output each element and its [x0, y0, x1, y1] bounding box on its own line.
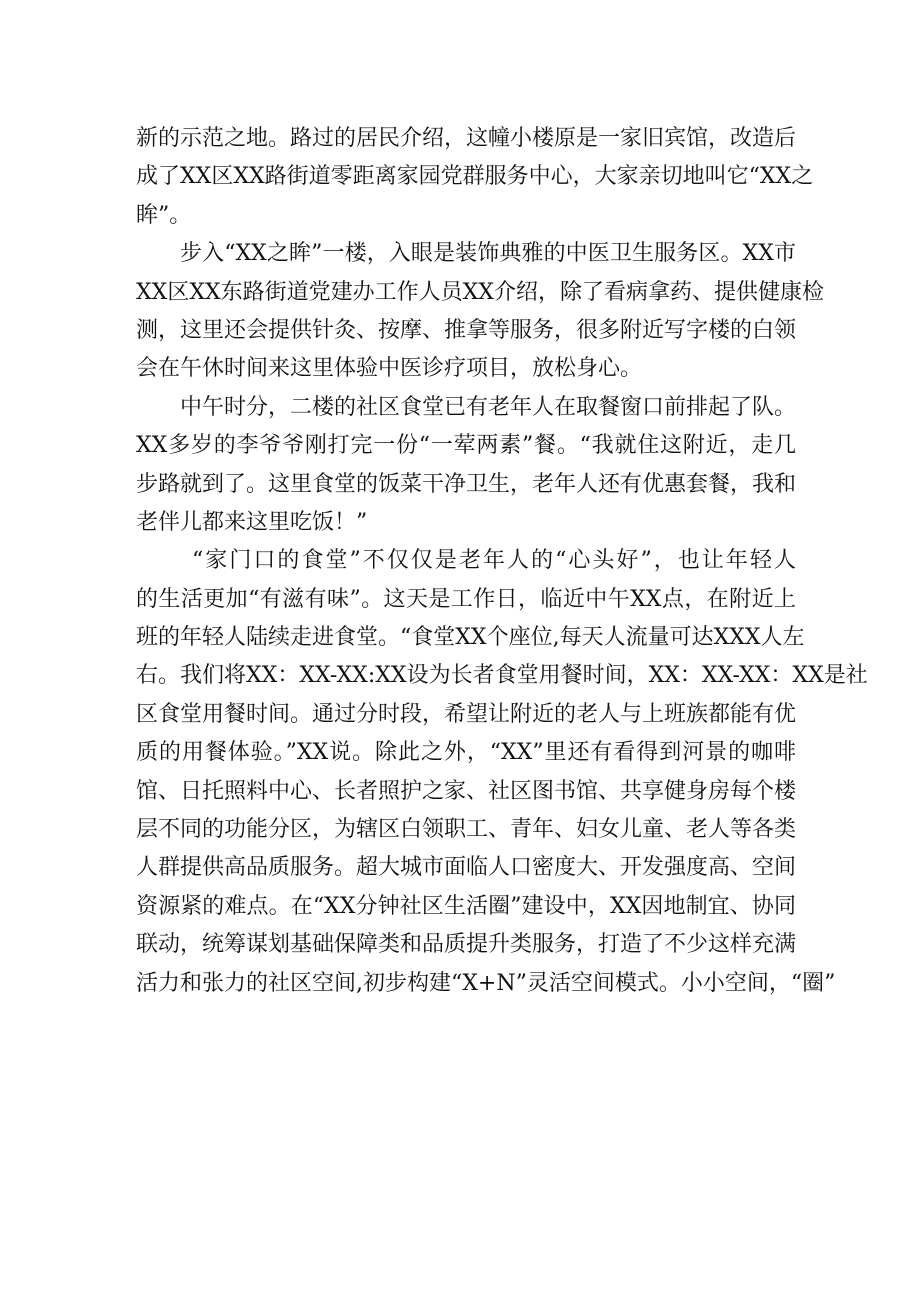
document-body	[136, 120, 868, 1003]
text-line: 步路就到了。这里食堂的饭菜干净卫生，老年人还有优惠套餐，我和	[136, 471, 797, 497]
paragraph-2	[136, 235, 824, 389]
text-line: 会在午休时间来这里体验中医诊疗项目，放松身心。	[136, 356, 643, 382]
text-line: 联动，统筹谋划基础保障类和品质提升类服务，打造了不少这样充满	[136, 932, 797, 958]
text-line: 人群提供高品质服务。超大城市面临人口密度大、开发强度高、空间	[136, 855, 797, 881]
text-line: 资源紧的难点。在“XX分钟社区生活圈”建设中，XX因地制宜、协同	[136, 893, 796, 919]
text-line: 眸”。	[136, 202, 192, 228]
text-line: 的生活更加“有滋有味”。这天是工作日，临近中午XX点，在附近上	[136, 586, 796, 612]
text-line: 层不同的功能分区，为辖区白领职工、青年、妇女儿童、老人等各类	[136, 817, 797, 843]
paragraph-3	[136, 389, 796, 543]
text-line: “家门口的食堂”不仅仅是老年人的“心头好”，也让年轻人	[192, 548, 796, 574]
text-line: 区食堂用餐时间。通过分时段，希望让附近的老人与上班族都能有优	[136, 701, 797, 727]
text-line: 步入“XX之眸”一楼，入眼是装饰典雅的中医卫生服务区。XX市	[180, 241, 796, 267]
text-line: 中午时分，二楼的社区食堂已有老年人在取餐窗口前排起了队。	[180, 394, 797, 420]
text-line: XX多岁的李爷爷刚打完一份“一荤两素”餐。“我就住这附近，走几	[136, 433, 796, 459]
text-line: 老伴儿都来这里吃饭！”	[136, 509, 368, 535]
text-line: 活力和张力的社区空间,初步构建“X+N”灵活空间模式。小小空间，“圈”	[136, 970, 836, 996]
text-line: 成了XX区XX路街道零距离家园党群服务中心，大家亲切地叫它“XX之	[136, 164, 814, 190]
text-line: 班的年轻人陆续走进食堂。“食堂XX个座位,每天人流量可达XXX人左	[136, 625, 805, 651]
paragraph-1	[136, 120, 814, 235]
paragraph-4	[136, 542, 868, 1003]
text-line: 新的示范之地。路过的居民介绍，这幢小楼原是一家旧宾馆，改造后	[136, 126, 797, 151]
text-line: 测，这里还会提供针灸、按摩、推拿等服务，很多附近写字楼的白领	[136, 317, 797, 343]
text-line: 质的用餐体验。”XX说。除此之外，“XX”里还有看得到河景的咖啡	[136, 740, 796, 766]
text-line: 馆、日托照料中心、长者照护之家、社区图书馆、共享健身房每个楼	[136, 778, 797, 804]
text-line: XX区XX东路街道党建办工作人员XX介绍，除了看病拿药、提供健康检	[136, 279, 824, 305]
text-line: 右。我们将XX：XX-XX:XX设为长者食堂用餐时间，XX：XX-XX：XX是社	[136, 663, 868, 689]
